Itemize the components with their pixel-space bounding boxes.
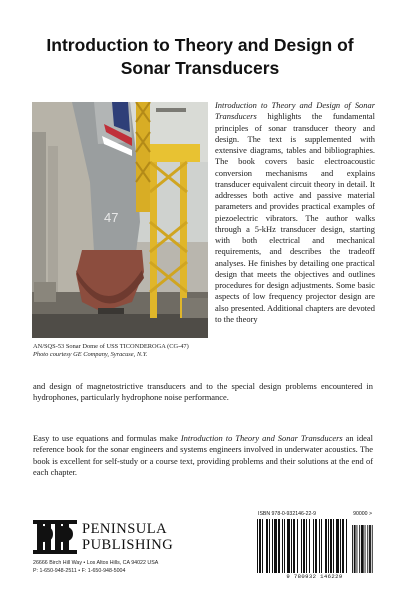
ship-drydock-photo [32, 102, 208, 338]
description-paragraph-2 [33, 433, 373, 478]
publisher-phone: P: 1-650-948-2511 • F: 1-650-948-5004 [33, 567, 126, 574]
description-paragraph-1-text: highlights the fundamental principles of sonar transducer theory and design. The text is supplemented with extensive diagrams, tables and bibliographies. The book covers basic electroacoustic conversion mechanisms and explains transducer equivalent circuit theory in detail. It addresses both active and passive material parameters and provides practical examples of piezoelectric vibrators. The author walks through a 5-kHz transducer design, starting with both electrical and mechanical requirements, and describes the tradeoff analyses. He finishes by detailing one practical design that meets the objectives and outlines procedures for design adjustments. Some basic aspects of low frequency projector design are also presented. Additional chapters are devoted to the theory [215, 111, 376, 324]
publisher-name-line-1: PENINSULA [82, 521, 168, 537]
publisher-name [82, 521, 173, 553]
description-paragraph-1 [215, 100, 375, 325]
price-code: 90000 > [353, 511, 372, 517]
publisher-name-line-2: PUBLISHING [82, 537, 174, 553]
book-title-line-2: Sonar Transducers [120, 58, 280, 78]
publisher-logo-icon [33, 520, 77, 554]
publisher-address: 26666 Birch Hill Way • Los Altos Hills, CA 94022 USA [33, 560, 159, 566]
publisher-contact [33, 560, 233, 575]
description-paragraph-1-continued: and design of magnetostrictive transducers and to the special design problems encountered in hydrophones, particularly hydrophone noise performance. [33, 381, 373, 403]
description-paragraph-2-end: an ideal reference book for the sonar engineers and systems engineers involved in underwater acoustics. The book is excellent for self-study or a course text, providing problems and their solutions at the end of each chapter. [33, 433, 373, 477]
barcode-number: 9 780932 146229 [286, 573, 343, 580]
description-paragraph-2-start: Easy to use equations and formulas make [33, 433, 181, 443]
hull-number-text: 47 [104, 210, 119, 225]
barcode-bars [255, 519, 374, 573]
photo-caption-line-2: Photo courtesy GE Company, Syracuse, N.Y. [33, 351, 148, 359]
book-title [0, 34, 400, 80]
isbn-label: ISBN 978-0-932146-22-9 [258, 511, 316, 517]
photo-caption-line-1: AN/SQS-53 Sonar Dome of USS TICONDEROGA (CG-47) [33, 343, 189, 350]
description-title-italic: Introduction to Theory and Design of Sonar Transducers [215, 100, 375, 122]
isbn-barcode [255, 511, 374, 581]
book-title-line-1: Introduction to Theory and Design of [46, 35, 354, 55]
photo-caption [33, 343, 211, 359]
description-paragraph-2-italic: Introduction to Theory and Sonar Transducers [180, 433, 343, 443]
